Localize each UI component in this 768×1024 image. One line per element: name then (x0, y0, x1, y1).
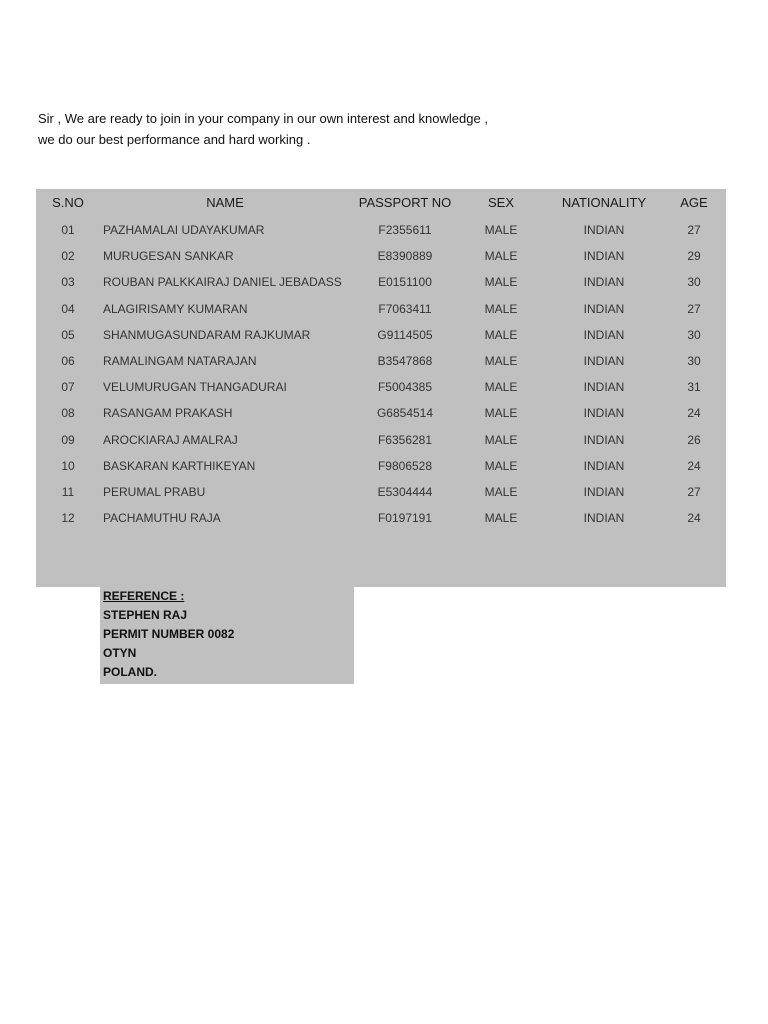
row-age: 30 (687, 275, 701, 290)
row-passport: E5304444 (377, 485, 433, 499)
row-passport: E0151100 (378, 275, 432, 290)
row-sex: MALE (484, 432, 518, 447)
row-sno: 04 (61, 301, 75, 316)
row-name: PAZHAMALAI UDAYAKUMAR (103, 223, 265, 237)
row-name: BASKARAN KARTHIKEYAN (103, 458, 256, 473)
row-sex: MALE (484, 327, 518, 342)
header-sno: S.NO (52, 195, 84, 210)
row-age: 26 (687, 432, 701, 447)
row-nationality: INDIAN (583, 380, 625, 395)
row-age: 24 (687, 511, 701, 526)
row-sno: 05 (61, 327, 75, 342)
header-age: AGE (680, 195, 708, 210)
row-age: 27 (687, 223, 701, 237)
table-row (36, 246, 726, 266)
row-passport: F5004385 (377, 380, 433, 395)
row-name: VELUMURUGAN THANGADURAI (103, 380, 287, 395)
row-passport: B3547868 (377, 354, 433, 368)
header-sex: SEX (487, 195, 514, 210)
row-age: 27 (687, 485, 701, 499)
row-nationality: INDIAN (583, 432, 625, 447)
row-nationality: INDIAN (583, 354, 625, 368)
row-sex: MALE (484, 406, 518, 421)
row-passport: G9114505 (377, 327, 433, 342)
reference-country: POLAND. (103, 665, 157, 679)
row-name: RAMALINGAM NATARAJAN (103, 354, 257, 368)
row-nationality: INDIAN (583, 485, 625, 499)
row-age: 30 (687, 327, 701, 342)
row-sex: MALE (484, 275, 518, 290)
row-nationality: INDIAN (583, 458, 625, 473)
row-sno: 10 (61, 458, 75, 473)
table-row (36, 508, 726, 528)
row-nationality: INDIAN (583, 275, 625, 290)
row-name: MURUGESAN SANKAR (103, 249, 234, 264)
row-passport: G6854514 (376, 406, 434, 421)
header-passport: PASSPORT NO (358, 195, 452, 210)
row-nationality: INDIAN (583, 406, 625, 421)
reference-name: STEPHEN RAJ (103, 608, 188, 622)
row-sno: 08 (61, 406, 75, 421)
reference-title: REFERENCE : (103, 589, 185, 603)
row-name: RASANGAM PRAKASH (103, 406, 233, 421)
table-row (36, 403, 726, 423)
header-nationality: NATIONALITY (561, 195, 647, 210)
intro-paragraph (38, 108, 638, 150)
row-sno: 06 (61, 354, 75, 368)
row-age: 29 (687, 249, 701, 264)
row-nationality: INDIAN (583, 301, 625, 316)
row-name: AROCKIARAJ AMALRAJ (103, 432, 238, 447)
row-sex: MALE (484, 458, 518, 473)
row-passport: F0197191 (377, 511, 433, 526)
row-sno: 09 (61, 432, 75, 447)
intro-line-2: we do our best performance and hard working . (38, 132, 311, 147)
table-row (36, 299, 726, 319)
row-nationality: INDIAN (583, 327, 625, 342)
reference-company: OTYN (103, 646, 137, 660)
row-sex: MALE (484, 380, 518, 395)
row-sno: 02 (61, 249, 75, 264)
row-sex: MALE (484, 511, 518, 526)
table-row (36, 272, 726, 292)
row-sex: MALE (484, 301, 518, 316)
row-passport: F6356281 (377, 432, 433, 447)
row-age: 30 (687, 354, 701, 368)
row-name: ROUBAN PALKKAIRAJ DANIEL JEBADASS (103, 275, 342, 290)
table-row (36, 430, 726, 450)
intro-line-1: Sir , We are ready to join in your company in our own interest and knowledge , (38, 111, 488, 126)
table-row (36, 482, 726, 502)
row-sno: 01 (61, 223, 75, 237)
reference-block (100, 587, 354, 684)
table-row (36, 325, 726, 345)
row-name: PERUMAL PRABU (103, 485, 206, 499)
row-sex: MALE (484, 485, 518, 499)
table-row (36, 220, 726, 240)
row-sno: 03 (61, 275, 75, 290)
row-passport: E8390889 (377, 249, 433, 264)
row-age: 24 (687, 406, 701, 421)
reference-permit: PERMIT NUMBER 0082 (103, 627, 235, 641)
row-sex: MALE (484, 354, 518, 368)
table-header-row (36, 193, 726, 213)
row-age: 24 (687, 458, 701, 473)
row-nationality: INDIAN (583, 223, 625, 237)
row-name: ALAGIRISAMY KUMARAN (103, 301, 248, 316)
row-nationality: INDIAN (583, 511, 625, 526)
row-sex: MALE (484, 223, 518, 237)
row-sno: 12 (61, 511, 75, 526)
row-passport: F2355611 (378, 223, 432, 237)
row-sex: MALE (484, 249, 518, 264)
row-name: PACHAMUTHU RAJA (103, 511, 221, 526)
row-name: SHANMUGASUNDARAM RAJKUMAR (103, 327, 311, 342)
row-age: 27 (687, 301, 701, 316)
header-name: NAME (206, 195, 244, 210)
table-row (36, 377, 726, 397)
row-nationality: INDIAN (583, 249, 625, 264)
row-passport: F9806528 (377, 458, 433, 473)
table-row (36, 351, 726, 371)
candidates-table (36, 189, 726, 587)
row-sno: 07 (61, 380, 75, 395)
row-sno: 11 (61, 485, 75, 499)
row-passport: F7063411 (378, 301, 432, 316)
row-age: 31 (687, 380, 701, 395)
table-row (36, 456, 726, 476)
